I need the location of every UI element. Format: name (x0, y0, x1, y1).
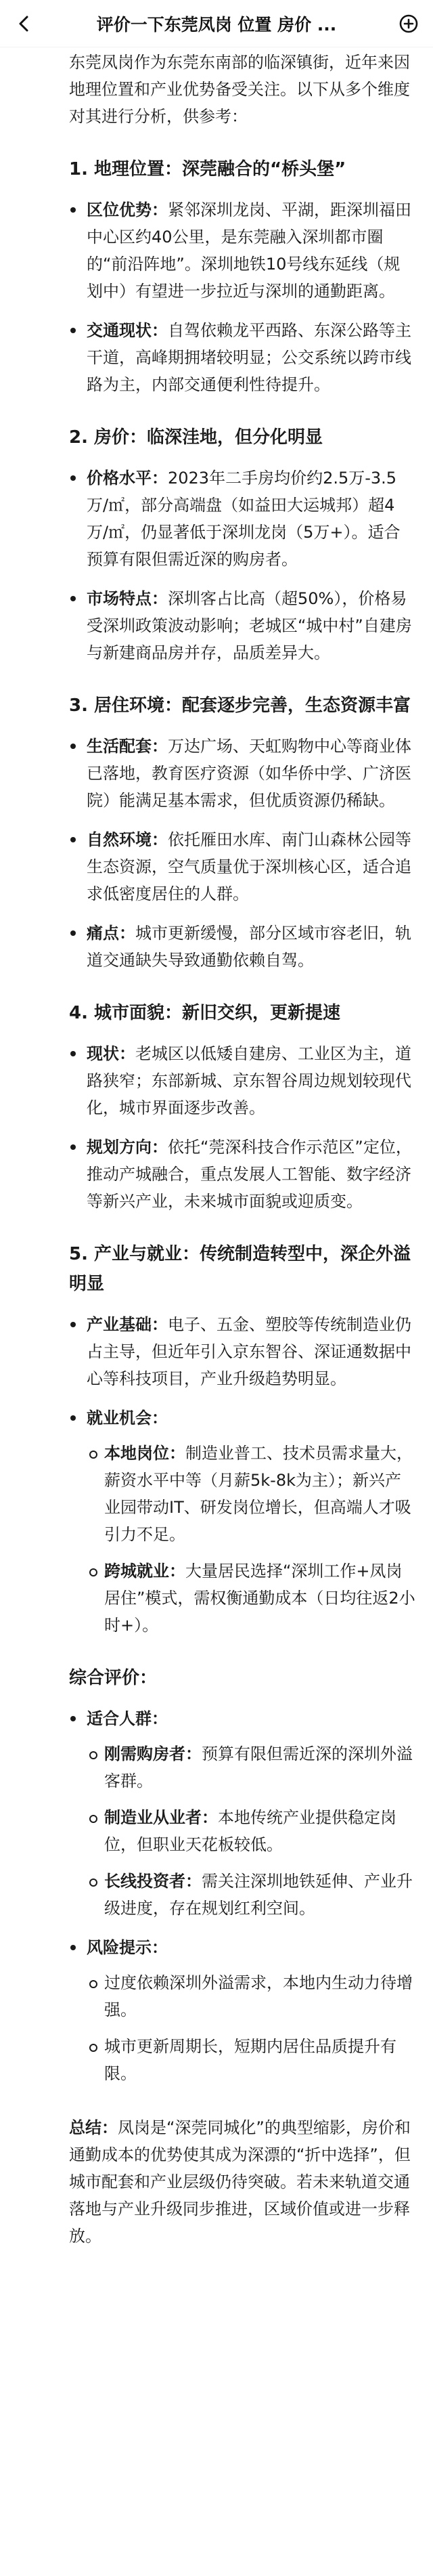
section-1 (69, 154, 415, 398)
bullet-text: 依托雁田水库、南门山森林公园等生态资源，空气质量优于深圳核心区，适合追求低密度居住的人群。 (87, 830, 411, 903)
sub-bullet-text: 本地传统产业提供稳定岗位，但职业天花板较低。 (104, 1808, 396, 1854)
bullet-list (69, 196, 415, 398)
bullet-item (69, 1311, 415, 1392)
sub-bullet-label: 跨城就业： (104, 1562, 185, 1581)
bullet-item (69, 1040, 415, 1121)
bullet-text: 电子、五金、塑胶等传统制造业仍占主导，但近年引入京东智谷、深证通数据中心等科技项目，产业升级趋势明显。 (87, 1315, 411, 1388)
intro-paragraph: 东莞凤岗作为东莞东南部的临深镇街，近年来因地理位置和产业优势备受关注。以下从多个维度对其进行分析，供参考： (69, 53, 410, 126)
bullet-label: 价格水平： (87, 469, 168, 488)
bullet-text: 城市更新缓慢，部分区域市容老旧，轨道交通缺失导致通勤依赖自驾。 (87, 924, 411, 970)
bullet-item (69, 465, 415, 573)
bullet-item (69, 1134, 415, 1215)
bullet-list (69, 733, 415, 974)
section-heading: 3. 居住环境：配套逐步完善，生态资源丰富 (69, 695, 411, 716)
section-heading: 4. 城市面貌：新旧交织，更新提速 (69, 1003, 341, 1023)
top-bar (0, 0, 433, 47)
section-heading: 2. 房价：临深洼地，但分化明显 (69, 427, 323, 448)
bullet-text: 自驾依赖龙平西路、东深公路等主干道，高峰期拥堵较明显；公交系统以跨市线路为主，内部交通便利性待提升。 (87, 321, 411, 394)
bullet-list (69, 465, 415, 666)
bullet-item (69, 733, 415, 814)
sub-bullet-item (87, 1868, 415, 1922)
bullet-item (69, 1404, 415, 1639)
sub-bullet-label: 刚需购房者： (104, 1744, 202, 1763)
bullet-label: 适合人群： (87, 1709, 168, 1728)
section-heading: 5. 产业与就业：传统制造转型中，深企外溢明显 (69, 1244, 411, 1294)
bullet-label: 产业基础： (87, 1315, 168, 1334)
sub-bullet-item (87, 1558, 415, 1639)
bullet-item (69, 1705, 415, 1922)
bullet-label: 风险提示： (87, 1938, 168, 1957)
section-4 (69, 998, 415, 1215)
section-6 (69, 1663, 415, 2087)
bullet-text: 2023年二手房均价约2.5万-3.5万/㎡，部分高端盘（如益田大运城邦）超4万/㎡，仍显著低于深圳龙岗（5万+）。适合预算有限但需近深的购房者。 (87, 469, 401, 569)
bullet-item (69, 826, 415, 907)
bullet-label: 规划方向： (87, 1138, 168, 1157)
section-3 (69, 691, 415, 974)
sub-bullet-text: 大量居民选择“深圳工作+凤岗居住”模式，需权衡通勤成本（日均往返2小时+）。 (104, 1562, 415, 1635)
answer-content (0, 49, 433, 2250)
bullet-item (69, 585, 415, 666)
bullet-text: 老城区以低矮自建房、工业区为主，道路狭窄；东部新城、京东智谷周边规划较现代化，城市界面逐步改善。 (87, 1044, 411, 1117)
sub-bullet-text: 需关注深圳地铁延伸、产业升级进度，存在规划红利空间。 (104, 1872, 413, 1918)
summary-paragraph (69, 2114, 415, 2250)
sub-bullet-text: 城市更新周期长，短期内居住品质提升有限。 (104, 2037, 396, 2083)
bullet-label: 市场特点： (87, 589, 168, 608)
sub-bullet-item (87, 1440, 415, 1548)
sub-bullet-label: 长线投资者： (104, 1872, 202, 1891)
summary-text: 凤岗是“深莞同城化”的典型缩影，房价和通勤成本的优势使其成为深漂的“折中选择”，但城市配套和产业层级仍待突破。若未来轨道交通落地与产业升级同步推进，区域价值或进一步释放。 (69, 2118, 411, 2246)
section-heading: 1. 地理位置：深莞融合的“桥头堡” (69, 159, 346, 179)
bullet-item (69, 196, 415, 305)
sub-bullet-list (87, 1740, 415, 1922)
bullet-text: 深圳客占比高（超50%），价格易受深圳政策波动影响；老城区“城中村”自建房与新建商品房并存，品质差异大。 (87, 589, 412, 662)
bullet-label: 现状： (87, 1044, 135, 1063)
sub-bullet-label: 本地岗位： (104, 1444, 185, 1463)
bullet-text: 万达广场、天虹购物中心等商业体已落地，教育医疗资源（如华侨中学、广济医院）能满足基本需求，但优质资源仍稀缺。 (87, 737, 411, 810)
bullet-list (69, 1311, 415, 1639)
bullet-label: 就业机会： (87, 1409, 168, 1427)
bullet-item (69, 1934, 415, 2087)
sub-bullet-item (87, 2033, 415, 2087)
back-arrow-icon[interactable] (12, 12, 37, 36)
sections-container (69, 154, 415, 2087)
sub-bullet-list (87, 1969, 415, 2087)
bullet-list (69, 1705, 415, 2087)
sub-bullet-item (87, 1740, 415, 1795)
bullet-label: 区位优势： (87, 200, 168, 219)
sub-bullet-text: 制造业普工、技术员需求量大，薪资水平中等（月薪5k-8k为主）；新兴产业园带动IT、研发岗位增长，但高端人才吸引力不足。 (104, 1444, 413, 1544)
bullet-item (69, 920, 415, 974)
sub-bullet-item (87, 1969, 415, 2023)
bullet-text: 依托“莞深科技合作示范区”定位，推动产城融合，重点发展人工智能、数字经济等新兴产业，未来城市面貌或迎质变。 (87, 1138, 412, 1211)
bullet-list (69, 1040, 415, 1215)
bullet-item (69, 317, 415, 398)
section-2 (69, 423, 415, 666)
bullet-label: 生活配套： (87, 737, 168, 756)
sub-bullet-label: 制造业从业者： (104, 1808, 218, 1827)
page-title: 评价一下东莞凤岗 位置 房价 ... (96, 14, 337, 35)
bullet-label: 交通现状： (87, 321, 168, 340)
section-5 (69, 1239, 415, 1639)
sub-bullet-text: 预算有限但需近深的深圳外溢客群。 (104, 1744, 413, 1790)
bullet-label: 自然环境： (87, 830, 168, 849)
bullet-text: 紧邻深圳龙岗、平湖，距深圳福田中心区约40公里，是东莞融入深圳都市圈的“前沿阵地”。深圳地铁10号线东延线（规划中）有望进一步拉近与深圳的通勤距离。 (87, 200, 411, 301)
section-heading: 综合评价： (69, 1668, 158, 1688)
new-chat-icon[interactable] (396, 12, 421, 36)
sub-bullet-text: 过度依赖深圳外溢需求，本地内生动力待增强。 (104, 1973, 413, 2019)
summary-label: 总结： (69, 2118, 118, 2137)
sub-bullet-item (87, 1804, 415, 1858)
bullet-label: 痛点： (87, 924, 135, 943)
sub-bullet-list (87, 1440, 415, 1639)
